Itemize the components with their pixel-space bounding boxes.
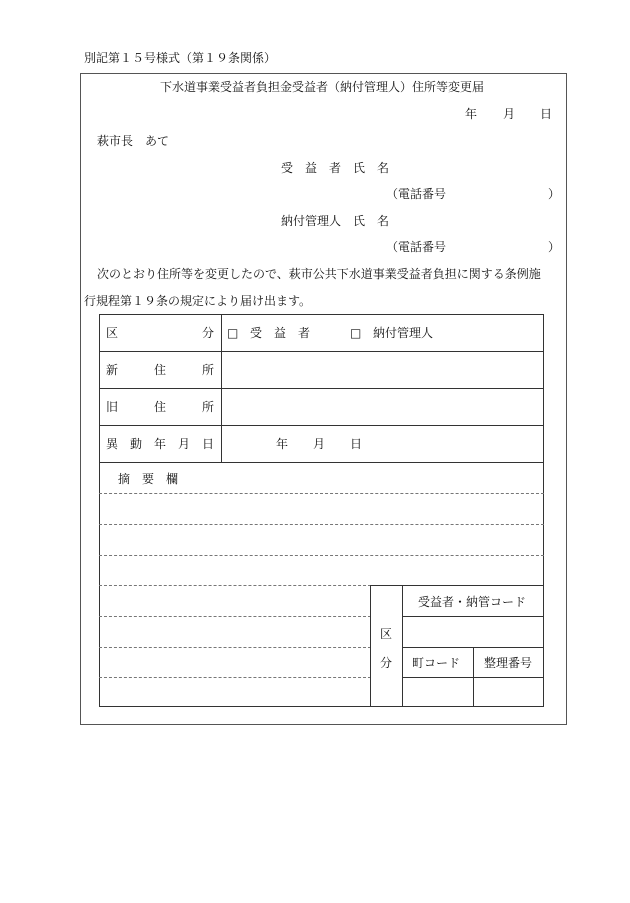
new-address-label-char: 住 (153, 363, 166, 377)
change-date-label-char: 年 (153, 437, 166, 451)
old-address-label-char: 所 (201, 400, 214, 414)
beneficiary-checkbox[interactable]: □ (227, 326, 239, 340)
code-header: 受益者・納管コード (418, 595, 527, 609)
division-label-bottom: 分 (380, 656, 393, 670)
manager-phone-label: （電話番号 (386, 240, 447, 254)
remarks-field[interactable] (100, 486, 370, 706)
row-divider (99, 425, 544, 426)
change-date-label-char: 月 (177, 437, 190, 451)
new-address-label-char: 所 (201, 363, 214, 377)
body-text-line1: 次のとおり住所等を変更したので、萩市公共下水道事業受益者負担に関する条例施 (97, 267, 541, 281)
division-label-top: 区 (380, 627, 393, 641)
date-year: 年 (465, 107, 478, 121)
change-date-label (106, 438, 214, 450)
date-day: 日 (540, 107, 553, 121)
form-number: 別記第１５号様式（第１９条関係） (84, 51, 277, 65)
code-area-top-border (370, 585, 544, 586)
category-label (106, 327, 214, 339)
new-address-label-char: 新 (106, 363, 119, 377)
reference-number-label: 整理番号 (484, 656, 533, 670)
change-date-label-char: 動 (129, 437, 142, 451)
new-address-label (106, 364, 214, 376)
beneficiary-option-label: 受 益 者 (250, 326, 311, 340)
change-date-year[interactable]: 年 (276, 437, 289, 451)
change-date-day[interactable]: 日 (350, 437, 363, 451)
row-divider (99, 462, 544, 463)
date-month: 月 (503, 107, 516, 121)
beneficiary-phone-close: ） (548, 187, 561, 201)
old-address-label-char: 旧 (106, 400, 119, 414)
change-date-label-char: 異 (106, 437, 119, 451)
form-title: 下水道事業受益者負担金受益者（納付管理人）住所等変更届 (160, 80, 485, 94)
beneficiary-name-label: 受 益 者 氏 名 (281, 161, 390, 175)
body-text-line2: 行規程第１９条の規定により届け出ます。 (84, 294, 312, 308)
old-address-label (106, 401, 214, 413)
code-area-left-border (370, 585, 371, 707)
old-address-label-char: 住 (153, 400, 166, 414)
manager-option-label: 納付管理人 (373, 326, 434, 340)
label-column-divider (221, 314, 222, 462)
manager-phone-close: ） (548, 240, 561, 254)
addressee: 萩市長 あて (97, 134, 170, 148)
beneficiary-phone-label: （電話番号 (386, 187, 447, 201)
town-code-field[interactable] (403, 678, 472, 706)
change-date-month[interactable]: 月 (313, 437, 326, 451)
beneficiary-code-field[interactable] (403, 617, 543, 646)
old-address-field[interactable] (222, 389, 543, 425)
category-label-char: 分 (201, 326, 214, 340)
category-label-char: 区 (106, 326, 119, 340)
manager-name-label: 納付管理人 氏 名 (281, 214, 390, 228)
town-code-label: 町コード (412, 656, 461, 670)
remarks-label: 摘 要 欄 (118, 472, 179, 486)
reference-number-field[interactable] (474, 678, 543, 706)
new-address-field[interactable] (222, 352, 543, 388)
manager-checkbox[interactable]: □ (350, 326, 362, 340)
change-date-label-char: 日 (201, 437, 214, 451)
